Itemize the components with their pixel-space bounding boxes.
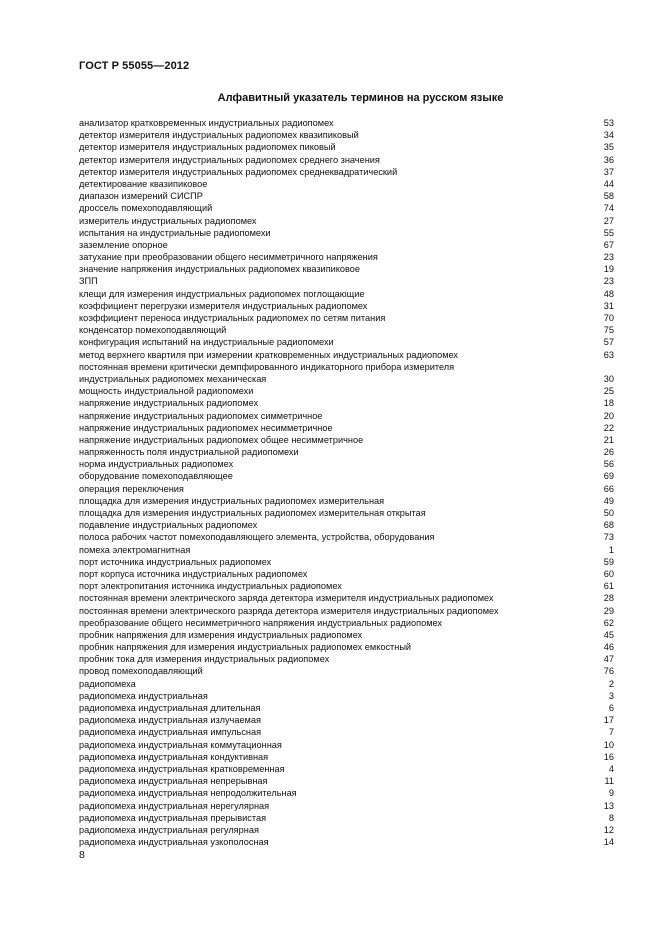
index-term: коэффициент переноса индустриальных радиопомех по сетям питания [79,313,386,323]
index-term: постоянная времени критически демпфированного индикаторного прибора измерителя [79,361,455,372]
index-entry [79,251,614,263]
index-page-ref: 4 [608,763,614,774]
index-term: подавление индустриальных радиопомех [79,520,258,531]
index-entry [79,385,614,397]
index-page-ref: 9 [608,788,614,799]
index-term: радиопомеха индустриальная импульсная [79,727,262,738]
index-page-ref: 26 [603,447,614,458]
index-entry [79,324,614,336]
index-term: ЗПП [79,276,98,287]
index-entry [79,751,614,763]
index-entry [79,665,614,677]
index-term: клещи для измерения индустриальных радиопомех поглощающие [79,288,365,299]
index-entry [79,763,614,775]
index-term: площадка для измерения индустриальных радиопомех измерительная открытая [79,508,426,518]
index-entry [79,154,614,166]
document-header: ГОСТ Р 55055—2012 [79,60,190,72]
index-page-ref: 19 [603,264,614,275]
index-term: детектор измерителя индустриальных радиопомех среднего значения [79,154,380,165]
index-page-ref: 68 [603,520,614,531]
term-index-list [79,117,614,848]
index-page-ref: 58 [603,191,614,202]
index-term: детектор измерителя индустриальных радиопомех пиковый [79,142,336,153]
index-entry [79,397,614,409]
page-title: Алфавитный указатель терминов на русском языке [217,92,504,104]
index-term: радиопомеха индустриальная [79,690,208,701]
index-page-ref: 62 [603,617,614,628]
index-entry [79,641,614,653]
index-page-ref: 59 [603,556,614,567]
index-page-ref: 16 [603,751,614,762]
index-page-ref: 22 [603,422,614,433]
index-page-ref: 28 [603,593,614,604]
index-entry [79,580,614,592]
index-entry [79,592,614,604]
index-term: радиопомеха индустриальная узкополосная [79,837,269,848]
index-page-ref: 37 [603,166,614,177]
index-term: радиопомеха индустриальная длительная [79,703,261,713]
index-entry [79,215,614,227]
index-term: порт источника индустриальных радиопомех [79,556,272,567]
index-term: детектор измерителя индустриальных радиопомех среднеквадратический [79,166,398,177]
index-page-ref: 53 [603,118,614,128]
index-term: операция переключения [79,483,184,494]
index-page-ref: 11 [604,776,614,787]
index-term: радиопомеха индустриальная непродолжительная [79,788,297,799]
index-page-ref: 48 [603,288,614,299]
index-page-ref: 13 [603,800,614,811]
index-page-ref: 74 [603,203,614,214]
index-entry [79,300,614,312]
index-term: диапазон измерений СИСПР [79,191,203,202]
index-page-ref: 25 [603,386,614,397]
index-entry [79,702,614,714]
index-term: коэффициент перегрузки измерителя индустриальных радиопомех [79,300,368,311]
index-entry [79,275,614,287]
index-term: индустриальных радиопомех механическая [79,373,267,384]
index-page-ref: 23 [603,252,614,263]
index-page-ref: 49 [603,495,614,506]
index-entry [79,824,614,836]
index-entry [79,605,614,617]
index-page-ref: 34 [603,130,614,141]
index-term: анализатор кратковременных индустриальных радиопомех [79,118,334,128]
index-page-ref: 36 [603,154,614,165]
index-page-ref: 2 [608,678,614,689]
index-page-ref: 57 [603,337,614,348]
index-entry [79,227,614,239]
index-term: значение напряжения индустриальных радиопомех квазипиковое [79,264,361,275]
index-term: пробник напряжения для измерения индустриальных радиопомех [79,629,363,640]
index-term: измеритель индустриальных радиопомех [79,215,257,226]
index-entry [79,336,614,348]
index-page-ref: 7 [608,727,614,738]
index-entry [79,434,614,446]
index-entry [79,129,614,141]
index-page-ref: 61 [603,581,614,592]
index-entry [79,568,614,580]
index-term: радиопомеха индустриальная коммутационная [79,739,282,750]
index-entry [79,312,614,324]
index-term: норма индустриальных радиопомех [79,459,234,470]
index-entry [79,166,614,178]
index-entry [79,617,614,629]
index-page-ref: 20 [603,410,614,421]
index-term: полоса рабочих частот помехоподавляющего элемента, устройства, оборудования [79,532,435,543]
index-term: метод верхнего квартиля при измерении кратковременных индустриальных радиопомех [79,349,459,360]
index-term: постоянная времени электрического заряда детектора измерителя индустриальных радиопомех [79,593,494,604]
index-entry [79,800,614,812]
index-entry [79,141,614,153]
index-entry [79,507,614,519]
index-entry [79,678,614,690]
index-term: порт электропитания источника индустриальных радиопомех [79,581,342,592]
index-term: радиопомеха индустриальная кратковременная [79,763,285,774]
index-entry [79,446,614,458]
index-entry [79,263,614,275]
index-term: заземление опорное [79,239,168,250]
index-term: пробник напряжения для измерения индустриальных радиопомех емкостный [79,642,412,653]
index-term: детектирование квазипиковое [79,178,208,189]
index-term: площадка для измерения индустриальных радиопомех измерительная [79,495,385,506]
index-entry [79,202,614,214]
index-page-ref: 73 [603,532,614,543]
index-term: радиопомеха [79,678,136,689]
index-entry [79,422,614,434]
index-page-ref: 69 [603,471,614,482]
index-page-ref: 29 [603,605,614,616]
index-entry [79,836,614,848]
index-term: помеха электромагнитная [79,544,191,555]
index-term: напряжение индустриальных радиопомех симметричное [79,410,323,421]
index-entry [79,190,614,202]
index-term: радиопомеха индустриальная регулярная [79,824,259,835]
index-page-ref: 12 [603,824,614,835]
index-page-ref: 56 [603,459,614,470]
index-page-ref: 23 [603,276,614,287]
index-page-ref: 47 [603,654,614,665]
index-term: затухание при преобразовании общего несимметричного напряжения [79,252,378,263]
index-term: радиопомеха индустриальная нерегулярная [79,800,270,811]
index-entry [79,739,614,751]
page-number: 8 [79,849,85,861]
index-entry [79,531,614,543]
index-entry [79,117,614,129]
index-term: радиопомеха индустриальная непрерывная [79,776,268,787]
index-page-ref: 76 [603,666,614,677]
index-term: радиопомеха индустриальная излучаемая [79,715,261,726]
index-term: провод помехоподавляющий [79,666,203,677]
index-page-ref: 14 [603,837,614,848]
index-term: детектор измерителя индустриальных радиопомех квазипиковый [79,130,359,141]
index-page-ref: 17 [603,715,614,726]
index-term: испытания на индустриальные радиопомехи [79,227,271,238]
index-entry [79,629,614,641]
index-entry [79,458,614,470]
index-page-ref: 55 [603,227,614,238]
index-page-ref: 67 [603,239,614,250]
index-entry [79,483,614,495]
index-entry [79,410,614,422]
index-term: мощность индустриальной радиопомехи [79,386,254,397]
index-page-ref: 8 [608,812,614,823]
index-page-ref: 18 [603,398,614,409]
index-entry [79,653,614,665]
index-entry [79,495,614,507]
index-page-ref: 1 [608,544,614,555]
index-page-ref: 3 [608,690,614,701]
index-term: дроссель помехоподавляющий [79,203,213,214]
index-page-ref: 66 [603,483,614,494]
index-term: постоянная времени электрического разряда детектора измерителя индустриальных радиопомех [79,605,499,616]
index-page-ref: 45 [603,629,614,640]
index-term: порт корпуса источника индустриальных радиопомех [79,568,308,579]
index-entry [79,726,614,738]
index-term: напряженность поля индустриальной радиопомехи [79,447,299,458]
index-page-ref: 70 [603,313,614,323]
index-page-ref: 60 [603,568,614,579]
index-term: конденсатор помехоподавляющий [79,325,227,336]
index-page-ref: 63 [603,349,614,360]
index-term: напряжение индустриальных радиопомех [79,398,259,409]
index-entry [79,787,614,799]
index-entry [79,288,614,300]
index-term: радиопомеха индустриальная прерывистая [79,812,267,823]
index-page-ref: 21 [603,434,614,445]
index-entry [79,519,614,531]
index-page-ref: 31 [603,300,614,311]
index-page-ref: 75 [603,325,614,336]
index-entry [79,556,614,568]
index-page-ref: 27 [603,215,614,226]
index-entry [79,812,614,824]
index-page-ref: 35 [603,142,614,153]
index-entry [79,178,614,190]
index-term: напряжение индустриальных радиопомех несимметричное [79,422,333,433]
index-entry [79,544,614,556]
index-entry [79,470,614,482]
index-term: пробник тока для измерения индустриальных радиопомех [79,654,330,665]
index-term: конфигурация испытаний на индустриальные радиопомехи [79,337,334,348]
index-term: оборудование помехоподавляющее [79,471,233,482]
index-page-ref: 46 [603,642,614,653]
index-term: напряжение индустриальных радиопомех общее несимметричное [79,434,364,445]
index-page-ref: 44 [603,178,614,189]
index-page-ref: 50 [603,508,614,518]
index-entry [79,775,614,787]
index-entry [79,373,614,385]
index-page-ref: 10 [603,739,614,750]
index-entry [79,239,614,251]
index-page-ref: 6 [608,703,614,713]
index-entry [79,349,614,361]
index-entry [79,690,614,702]
index-entry [79,361,614,373]
index-page-ref: 30 [603,373,614,384]
index-entry [79,714,614,726]
index-term: преобразование общего несимметричного напряжения индустриальных радиопомех [79,617,443,628]
index-term: радиопомеха индустриальная кондуктивная [79,751,269,762]
